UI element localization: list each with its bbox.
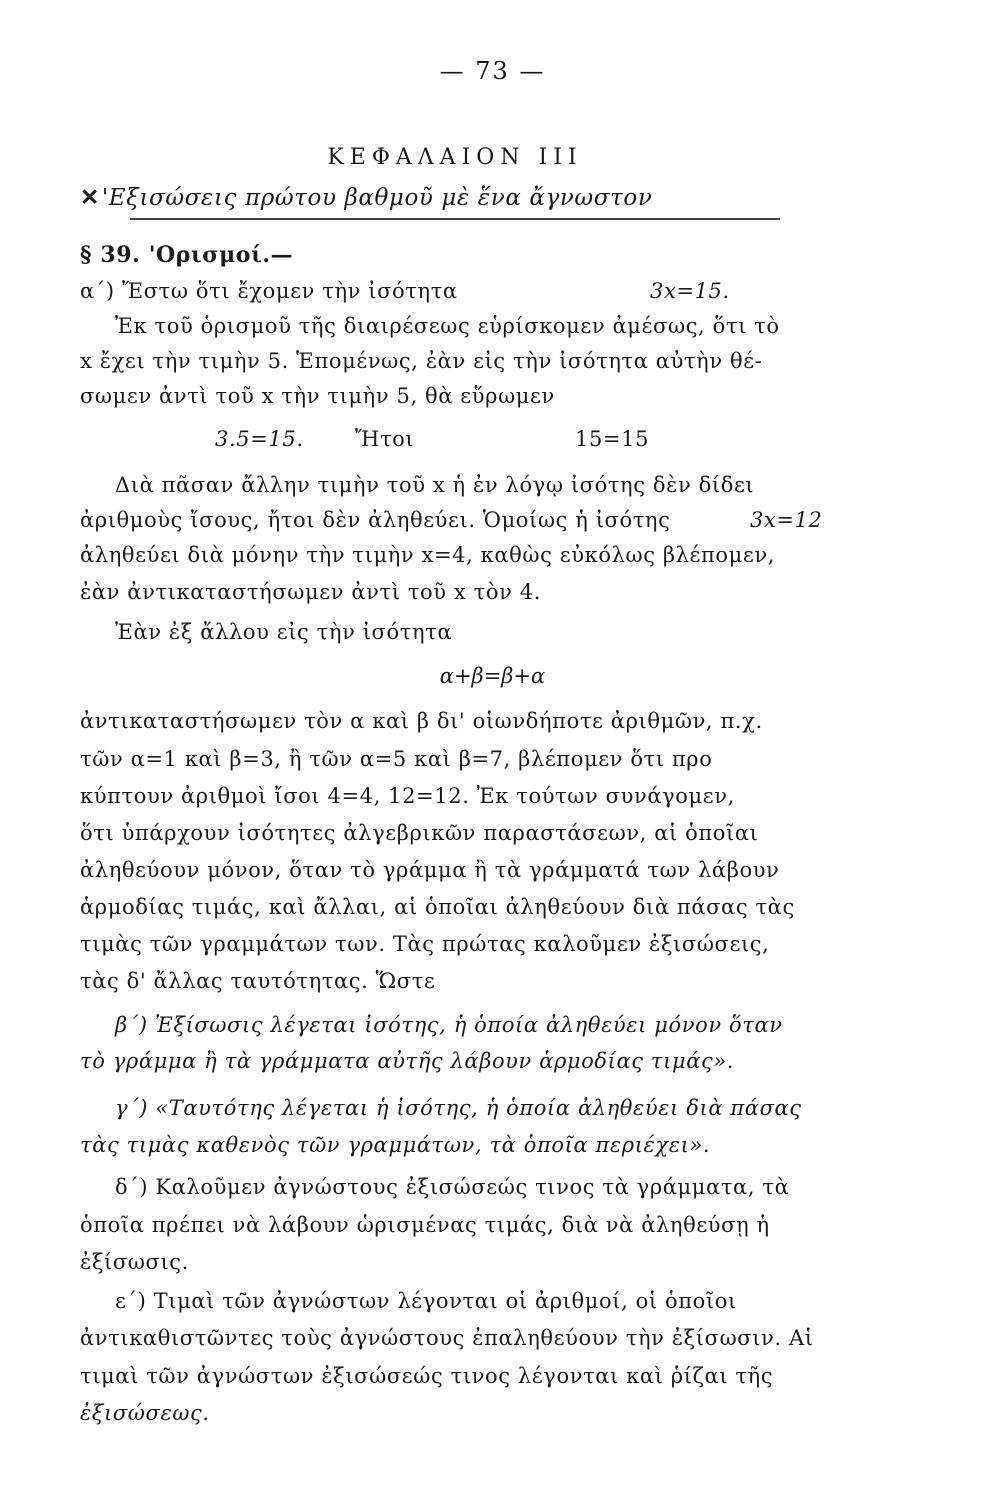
text-line <box>80 505 840 535</box>
text-line: ἐξισώσεως. <box>80 1401 210 1425</box>
text-line: ἀληθεύουν μόνον, ὅταν τὸ γράμμα ἢ τὰ γράμματά των λάβουν <box>80 858 780 882</box>
text-line: τιμαὶ τῶν ἀγνώστων ἐξισώσεώς τινος λέγονται καὶ ῥίζαι τῆς <box>80 1364 774 1388</box>
equation: 3.5=15. <box>215 427 304 451</box>
equation: 15=15 <box>575 427 650 451</box>
definition-c: γ΄) «Ταυτότης λέγεται ἡ ἰσότης, ἡ ὁποία ἀληθεύει διὰ πάσας <box>115 1096 802 1120</box>
text-line <box>80 276 840 306</box>
text-line: τῶν α=1 καὶ β=3, ἢ τῶν α=5 καὶ β=7, βλέπομεν ὅτι προ <box>80 747 713 771</box>
text-line: ἁρμοδίας τιμάς, καὶ ἄλλαι, αἱ ὁποῖαι ἀληθεύουν διὰ πάσας τὰς <box>80 895 795 919</box>
section-title: § 39. 'Ορισμοί.— <box>80 242 294 268</box>
page-number: — 73 — <box>439 57 546 85</box>
chapter-title: ΚΕΦΑΛΑΙΟΝ III <box>327 145 583 170</box>
text-line: τὰς δ' ἄλλας ταυτότητας. Ὥστε <box>80 969 436 993</box>
text-line: κύπτουν ἀριθμοὶ ἴσοι 4=4, 12=12. Ἐκ τούτων συνάγομεν, <box>80 784 735 808</box>
line-text: Ἤτοι <box>355 427 415 451</box>
equation: 3x=12 <box>750 508 823 532</box>
text-line: τιμὰς τῶν γραμμάτων των. Τὰς πρώτας καλοῦμεν ἐξισώσεις, <box>80 932 770 956</box>
line-text: α΄) Ἔστω ὅτι ἔχομεν τὴν ἰσότητα <box>80 279 458 303</box>
text-line <box>215 424 975 454</box>
text-line: x ἔχει τὴν τιμὴν 5. Ἑπομένως, ἐὰν εἰς τὴν ἰσότητα αὐτὴν θέ- <box>80 349 763 373</box>
heading-text: 'Εξισώσεις πρώτου βαθμοῦ μὲ ἕνα ἄγνωστον <box>101 185 653 211</box>
definition-e: ε΄) Τιμαὶ τῶν ἀγνώστων λέγονται οἱ ἀριθμοί, οἱ ὁποῖοι <box>115 1289 737 1313</box>
text-line: ἀντικαθιστῶντες τοὺς ἀγνώστους ἐπαληθεύουν τὴν ἐξίσωσιν. Αἱ <box>80 1326 814 1350</box>
identity-formula: α+β=β+α <box>439 664 546 688</box>
text-line: τὸ γράμμα ἢ τὰ γράμματα αὐτῆς λάβουν ἁρμοδίας τιμάς». <box>80 1049 735 1073</box>
text-line: σωμεν ἀντὶ τοῦ x τὴν τιμὴν 5, θὰ εὕρωμεν <box>80 384 555 408</box>
text-line: ἐὰν ἀντικαταστήσωμεν ἀντὶ τοῦ x τὸν 4. <box>80 580 541 604</box>
text-line: τὰς τιμὰς καθενὸς τῶν γραμμάτων, τὰ ὁποῖα περιέχει». <box>80 1133 711 1157</box>
text-line: ἀντικαταστήσωμεν τὸν α καὶ β δι' οἱωνδήποτε ἀριθμῶν, π.χ. <box>80 709 763 733</box>
handwritten-cross-mark: ✕ <box>80 184 100 211</box>
text-line: Ἐκ τοῦ ὁρισμοῦ τῆς διαιρέσεως εὑρίσκομεν ἀμέσως, ὅτι τὸ <box>115 314 780 338</box>
equation: 3x=15. <box>650 279 730 303</box>
text-line: ὅτι ὑπάρχουν ἰσότητες ἀλγεβρικῶν παραστάσεων, αἱ ὁποῖαι <box>80 821 759 845</box>
definition-d: δ΄) Καλοῦμεν ἀγνώστους ἐξισώσεώς τινος τὰ γράμματα, τὰ <box>115 1175 790 1199</box>
text-line: ἀληθεύει διὰ μόνην τὴν τιμὴν x=4, καθὼς εὐκόλως βλέπομεν, <box>80 543 776 567</box>
text-line: Ἐὰν ἐξ ἄλλου εἰς τὴν ἰσότητα <box>115 620 453 644</box>
text-line: ὁποῖα πρέπει νὰ λάβουν ὡρισμένας τιμάς, διὰ νὰ ἀληθεύσῃ ἡ <box>80 1213 770 1237</box>
line-text: ἀριθμοὺς ἴσους, ἤτοι δὲν ἀληθεύει. Ὁμοίως ἡ ἰσότης <box>80 508 671 532</box>
text-line: ἐξίσωσις. <box>80 1250 189 1274</box>
heading-underline <box>130 218 780 220</box>
section-heading <box>80 183 840 213</box>
definition-b: β΄) Ἐξίσωσις λέγεται ἰσότης, ἡ ὁποία ἀληθεύει μόνον ὅταν <box>115 1013 783 1037</box>
text-line: Διὰ πᾶσαν ἄλλην τιμὴν τοῦ x ἡ ἐν λόγῳ ἰσότης δὲν δίδει <box>115 473 755 497</box>
